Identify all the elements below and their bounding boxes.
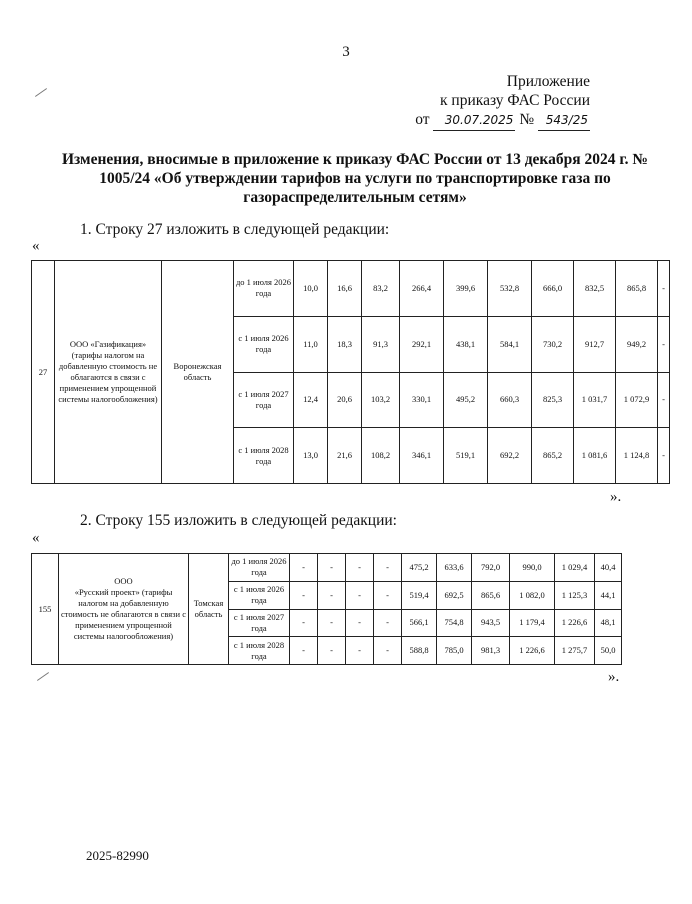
cell: - xyxy=(318,637,346,665)
section2-close-quote: ». xyxy=(608,669,620,685)
cell: 40,4 xyxy=(595,554,622,582)
cell: 865,8 xyxy=(616,261,658,317)
cell: 399,6 xyxy=(444,261,488,317)
cell: - xyxy=(318,581,346,609)
region: Воронежская область xyxy=(162,261,234,484)
cell: - xyxy=(346,581,374,609)
cell: 792,0 xyxy=(472,554,510,582)
period: с 1 июля 2028 года xyxy=(229,637,290,665)
cell: 495,2 xyxy=(444,372,488,428)
cell: 692,2 xyxy=(488,428,532,484)
scan-mark xyxy=(37,672,49,681)
cell: 865,6 xyxy=(472,581,510,609)
cell: 990,0 xyxy=(510,554,555,582)
cell: 754,8 xyxy=(437,609,472,637)
document-title: Изменения, вносимые в приложение к приказу ФАС России от 13 декабря 2024 г. № 1005/24 «Об утверждении тарифов на услуги по транспортировке газа по газораспределительным сетям» xyxy=(61,151,649,206)
cell: 730,2 xyxy=(532,316,574,372)
cell: - xyxy=(346,609,374,637)
cell: 912,7 xyxy=(574,316,616,372)
cell: 292,1 xyxy=(400,316,444,372)
cell: 588,8 xyxy=(402,637,437,665)
cell: 438,1 xyxy=(444,316,488,372)
period: с 1 июля 2028 года xyxy=(234,428,294,484)
cell: 13,0 xyxy=(294,428,328,484)
scan-mark xyxy=(35,88,47,97)
cell: 108,2 xyxy=(362,428,400,484)
cell: 266,4 xyxy=(400,261,444,317)
region: Томская область xyxy=(189,554,229,665)
table-row-155 xyxy=(31,553,622,665)
cell: - xyxy=(374,637,402,665)
cell: - xyxy=(374,609,402,637)
cell: - xyxy=(290,554,318,582)
cell: 692,5 xyxy=(437,581,472,609)
organization xyxy=(59,554,189,665)
cell: 943,5 xyxy=(472,609,510,637)
page-number: 3 xyxy=(342,44,350,60)
cell: 1 081,6 xyxy=(574,428,616,484)
org-details: «Русский проект» (тарифы налогом на добавленную стоимость не облагаются в связи с применением упрощенной системы налогообложения) xyxy=(61,587,186,641)
organization: ООО «Газификация» (тарифы налогом на добавленную стоимость не облагаются в связи с применением упрощенной системы налогообложения) xyxy=(55,261,162,484)
number-prefix: № xyxy=(519,111,535,128)
cell: 475,2 xyxy=(402,554,437,582)
table-row xyxy=(32,261,670,317)
cell: 865,2 xyxy=(532,428,574,484)
cell: 12,4 xyxy=(294,372,328,428)
cell: 519,4 xyxy=(402,581,437,609)
cell: 633,6 xyxy=(437,554,472,582)
cell: 1 125,3 xyxy=(555,581,595,609)
cell: 584,1 xyxy=(488,316,532,372)
cell: 346,1 xyxy=(400,428,444,484)
document-number: 2025-82990 xyxy=(86,848,149,863)
cell: 981,3 xyxy=(472,637,510,665)
cell: 103,2 xyxy=(362,372,400,428)
row-number: 155 xyxy=(32,554,59,665)
cell: 785,0 xyxy=(437,637,472,665)
appendix-line1: Приложение xyxy=(506,73,590,90)
cell: 532,8 xyxy=(488,261,532,317)
section1-heading: 1. Строку 27 изложить в следующей редакции: xyxy=(80,221,390,238)
date-value: 30.07.2025 xyxy=(433,111,515,131)
cell: - xyxy=(374,554,402,582)
org-name: ООО xyxy=(114,576,133,586)
row-number: 27 xyxy=(32,261,55,484)
cell: 44,1 xyxy=(595,581,622,609)
cell: 825,3 xyxy=(532,372,574,428)
cell: 20,6 xyxy=(328,372,362,428)
cell: - xyxy=(290,609,318,637)
period: с 1 июля 2026 года xyxy=(229,581,290,609)
cell: 666,0 xyxy=(532,261,574,317)
cell: - xyxy=(374,581,402,609)
cell: 519,1 xyxy=(444,428,488,484)
period: с 1 июля 2027 года xyxy=(234,372,294,428)
section1-close-quote: ». xyxy=(610,489,622,505)
cell: - xyxy=(346,637,374,665)
section2-heading: 2. Строку 155 изложить в следующей редакции: xyxy=(80,512,397,529)
period: с 1 июля 2027 года xyxy=(229,609,290,637)
cell: 1 072,9 xyxy=(616,372,658,428)
cell: - xyxy=(658,372,670,428)
cell: 832,5 xyxy=(574,261,616,317)
cell: 48,1 xyxy=(595,609,622,637)
cell: - xyxy=(318,609,346,637)
cell: 1 275,7 xyxy=(555,637,595,665)
cell: 83,2 xyxy=(362,261,400,317)
cell: 1 031,7 xyxy=(574,372,616,428)
cell: - xyxy=(658,316,670,372)
table-row-27 xyxy=(31,260,670,484)
cell: 1 226,6 xyxy=(510,637,555,665)
cell: 566,1 xyxy=(402,609,437,637)
cell: 330,1 xyxy=(400,372,444,428)
cell: 949,2 xyxy=(616,316,658,372)
cell: 1 179,4 xyxy=(510,609,555,637)
cell: 1 082,0 xyxy=(510,581,555,609)
cell: - xyxy=(346,554,374,582)
section1-open-quote: « xyxy=(32,238,40,254)
section2-open-quote: « xyxy=(32,530,40,546)
period: с 1 июля 2026 года xyxy=(234,316,294,372)
cell: 50,0 xyxy=(595,637,622,665)
cell: 91,3 xyxy=(362,316,400,372)
cell: - xyxy=(290,637,318,665)
cell: - xyxy=(658,261,670,317)
cell: 11,0 xyxy=(294,316,328,372)
cell: - xyxy=(290,581,318,609)
cell: - xyxy=(658,428,670,484)
cell: 18,3 xyxy=(328,316,362,372)
table-row xyxy=(32,554,622,582)
number-value: 543/25 xyxy=(538,111,590,131)
cell: 21,6 xyxy=(328,428,362,484)
cell: 1 029,4 xyxy=(555,554,595,582)
appendix-date-line xyxy=(415,110,590,131)
cell: - xyxy=(318,554,346,582)
cell: 660,3 xyxy=(488,372,532,428)
cell: 1 124,8 xyxy=(616,428,658,484)
period: до 1 июля 2026 года xyxy=(229,554,290,582)
cell: 16,6 xyxy=(328,261,362,317)
cell: 1 226,6 xyxy=(555,609,595,637)
appendix-header xyxy=(415,72,590,131)
date-prefix: от xyxy=(415,111,430,128)
cell: 10,0 xyxy=(294,261,328,317)
appendix-line2: к приказу ФАС России xyxy=(440,92,590,109)
period: до 1 июля 2026 года xyxy=(234,261,294,317)
